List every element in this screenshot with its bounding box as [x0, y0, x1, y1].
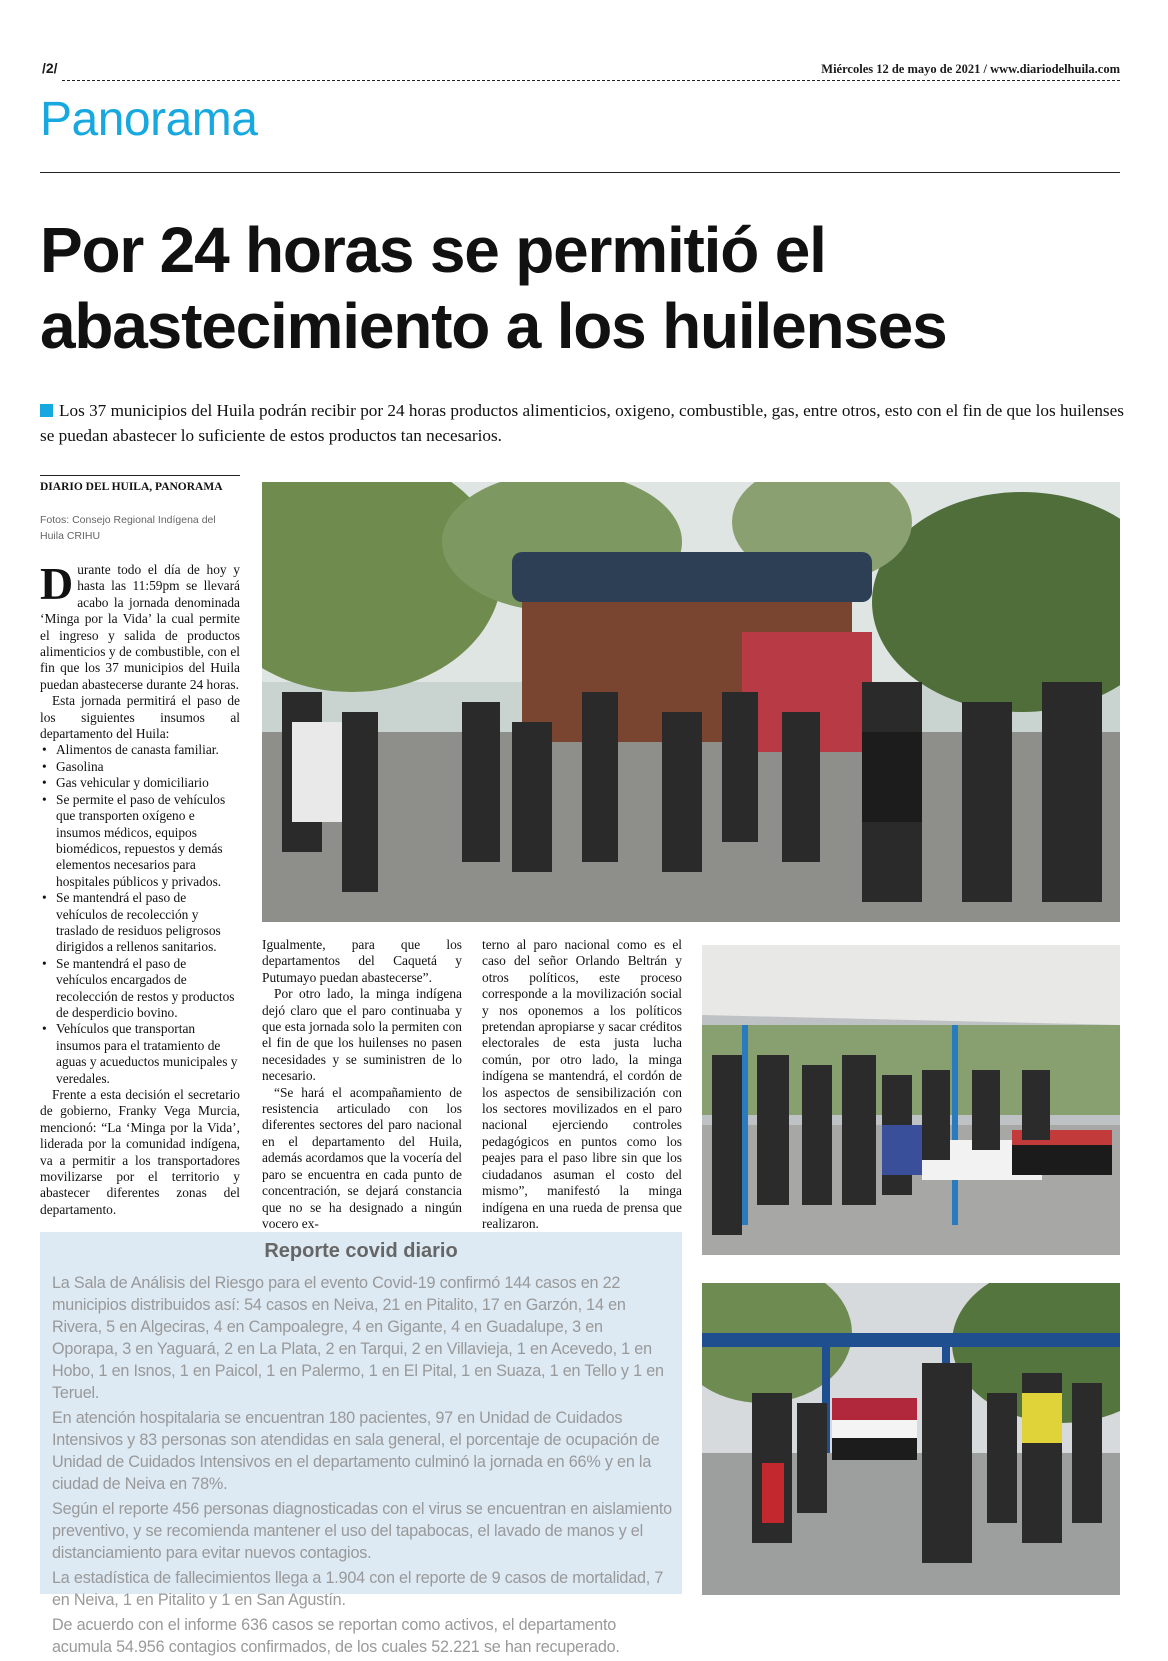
list-item: • Vehículos que transportan insumos para el tratamiento de aguas y acueductos municipales y veredales.: [56, 1021, 240, 1087]
byline: DIARIO DEL HUILA, PANORAMA: [40, 481, 223, 493]
article-headline: Por 24 horas se permitió el abastecimiento a los huilenses: [40, 214, 947, 362]
covid-paragraph: La Sala de Análisis del Riesgo para el evento Covid-19 confirmó 144 casos en 22 municipios distribuidos así: 54 casos en Neiva, 21 en Pitalito, 17 en Garzón, 14 en Rivera, 5 en Algeciras, 4 en Campoalegre, 4 en Gigante, 4 en Guadalupe, 3 en Oporapa, 3 en Yaguará, 2 en La Plata, 2 en Tarqui, 2 en Villavieja, 1 en Acevedo, 1 en Hobo, 1 en Isnos, 1 en Paicol, 1 en Palermo, 1 en El Pital, 1 en Suaza, 1 en Tello y 1 en Teruel.: [52, 1274, 664, 1402]
covid-paragraph: En atención hospitalaria se encuentran 180 pacientes, 97 en Unidad de Cuidados Intensivos y 83 personas son atendidas en sala general, el porcentaje de ocupación de Unidad de Cuidados Intensivos en el departamento culminó la jornada en 66% y en la ciudad de Neiva en 78%.: [52, 1409, 660, 1493]
article-paragraph: Esta jornada permitirá el paso de los siguientes insumos al departamento del Huila:: [40, 693, 240, 742]
photo-credit: Fotos: Consejo Regional Indígena del Huila CRIHU: [40, 514, 216, 542]
page-number: /2/: [42, 60, 58, 76]
list-item: • Se permite el paso de vehículos que transporten oxígeno e insumos médicos, equipos biomédicos, repuestos y demás elementos necesarios para hospitales públicos y privados.: [56, 792, 240, 890]
article-paragraph: Igualmente, para que los departamentos del Caquetá y Putumayo puedan abastecerse”.: [262, 937, 462, 985]
list-item: • Gas vehicular y domiciliario: [56, 775, 240, 791]
article-paragraph: “Se hará el acompañamiento de resistencia articulado con los diferentes sectores del paro nacional en el departamento del Huila, además acordamos que la vocería del paro se encuentra en cada punto de concentración, se dejará constancia que no se ha designado a ningún vocero ex-: [262, 1084, 462, 1231]
covid-report-title: Reporte covid diario: [264, 1240, 458, 1262]
lead-square-icon: [40, 404, 53, 417]
supplies-list: [40, 742, 240, 1087]
header-divider: [62, 80, 1120, 81]
article-column-1: [40, 558, 240, 1218]
photo-press-conference: [702, 945, 1120, 1255]
section-title: Panorama: [40, 93, 258, 146]
paragraph-text: urante todo el día de hoy y hasta las 11:59pm se llevará acabo la jornada denominada ‘Minga por la Vida’ la cual permite el ingreso y salida de productos alimenticios y de combustible, con el fin que los 37 municipios del Huila puedan abastecerse durante 24 horas.: [40, 562, 240, 692]
lead-text: Los 37 municipios del Huila podrán recibir por 24 horas productos alimenticios, oxigeno, combustible, gas, entre otros, esto con el fin de que los huilenses se puedan abastecer lo suficiente de estos productos tan necesarios.: [40, 401, 1124, 445]
article-column-2: [262, 937, 462, 1232]
article-paragraph: Frente a esta decisión el secretario de gobierno, Franky Vega Murcia, mencionó: “La ‘Minga por la Vida’, liderada por la comunidad indígena, va a permitir a los transportadores movilizarse por el territorio y abastecer diferentes zonas del departamento.: [40, 1087, 240, 1217]
covid-paragraph: Según el reporte 456 personas diagnosticadas con el virus se encuentran en aislamiento preventivo, y se recomienda mantener el uso del tapabocas, el lavado de manos y el distanciamiento para evitar nuevos contagios.: [52, 1500, 672, 1562]
article-paragraph: [40, 558, 240, 693]
date-and-website: Miércoles 12 de mayo de 2021 / www.diariodelhuila.com: [821, 62, 1120, 76]
article-column-3: [482, 937, 682, 1232]
covid-paragraph: La estadística de fallecimientos llega a 1.904 con el reporte de 9 casos de mortalidad, 7 en Neiva, 1 en Pitalito y 1 en San Agustín.: [52, 1569, 664, 1609]
list-item: • Gasolina: [56, 759, 240, 775]
byline-divider: [40, 475, 240, 476]
list-item: • Alimentos de canasta familiar.: [56, 742, 240, 758]
covid-paragraph: De acuerdo con el informe 636 casos se reportan como activos, el departamento acumula 54.956 contagios confirmados, de los cuales 52.221 se han recuperado.: [52, 1616, 620, 1656]
list-item: • Se mantendrá el paso de vehículos encargados de recolección de restos y productos de desperdicio bovino.: [56, 956, 240, 1022]
section-divider: [40, 172, 1120, 173]
article-paragraph: Por otro lado, la minga indígena dejó claro que el paro continuaba y que esta jornada solo la permiten con el fin de que los huilenses no pasen necesidades y se suministren de lo necesario.: [262, 986, 462, 1084]
drop-cap: D: [40, 558, 74, 609]
covid-report-body: [52, 1272, 672, 1661]
article-paragraph: terno al paro nacional como es el caso del señor Orlando Beltrán y otros políticos, este proceso corresponde a la movilización social y nos oponemos a los políticos pretendan apropiarse y sacar créditos electorales de esta justa lucha común, por otro lado, la minga indígena se mantendrá, el cordón de los aspectos de sensibilización con los sectores movilizados en el paro nacional ejerciendo controles pedagógicos en puntos como los peajes para el paso libre sin que los ciudadanos asuman el costo del mismo”, manifestó la minga indígena en una rueda de prensa que realizaron.: [482, 937, 682, 1231]
list-item: • Se mantendrá el paso de vehículos de recolección y traslado de residuos peligrosos dirigidos a rellenos sanitarios.: [56, 890, 240, 956]
photo-minga-crowd-truck: [262, 482, 1120, 922]
photo-march-with-flag: [702, 1283, 1120, 1595]
covid-report-box: [40, 1232, 682, 1656]
article-lead: [40, 398, 1125, 448]
